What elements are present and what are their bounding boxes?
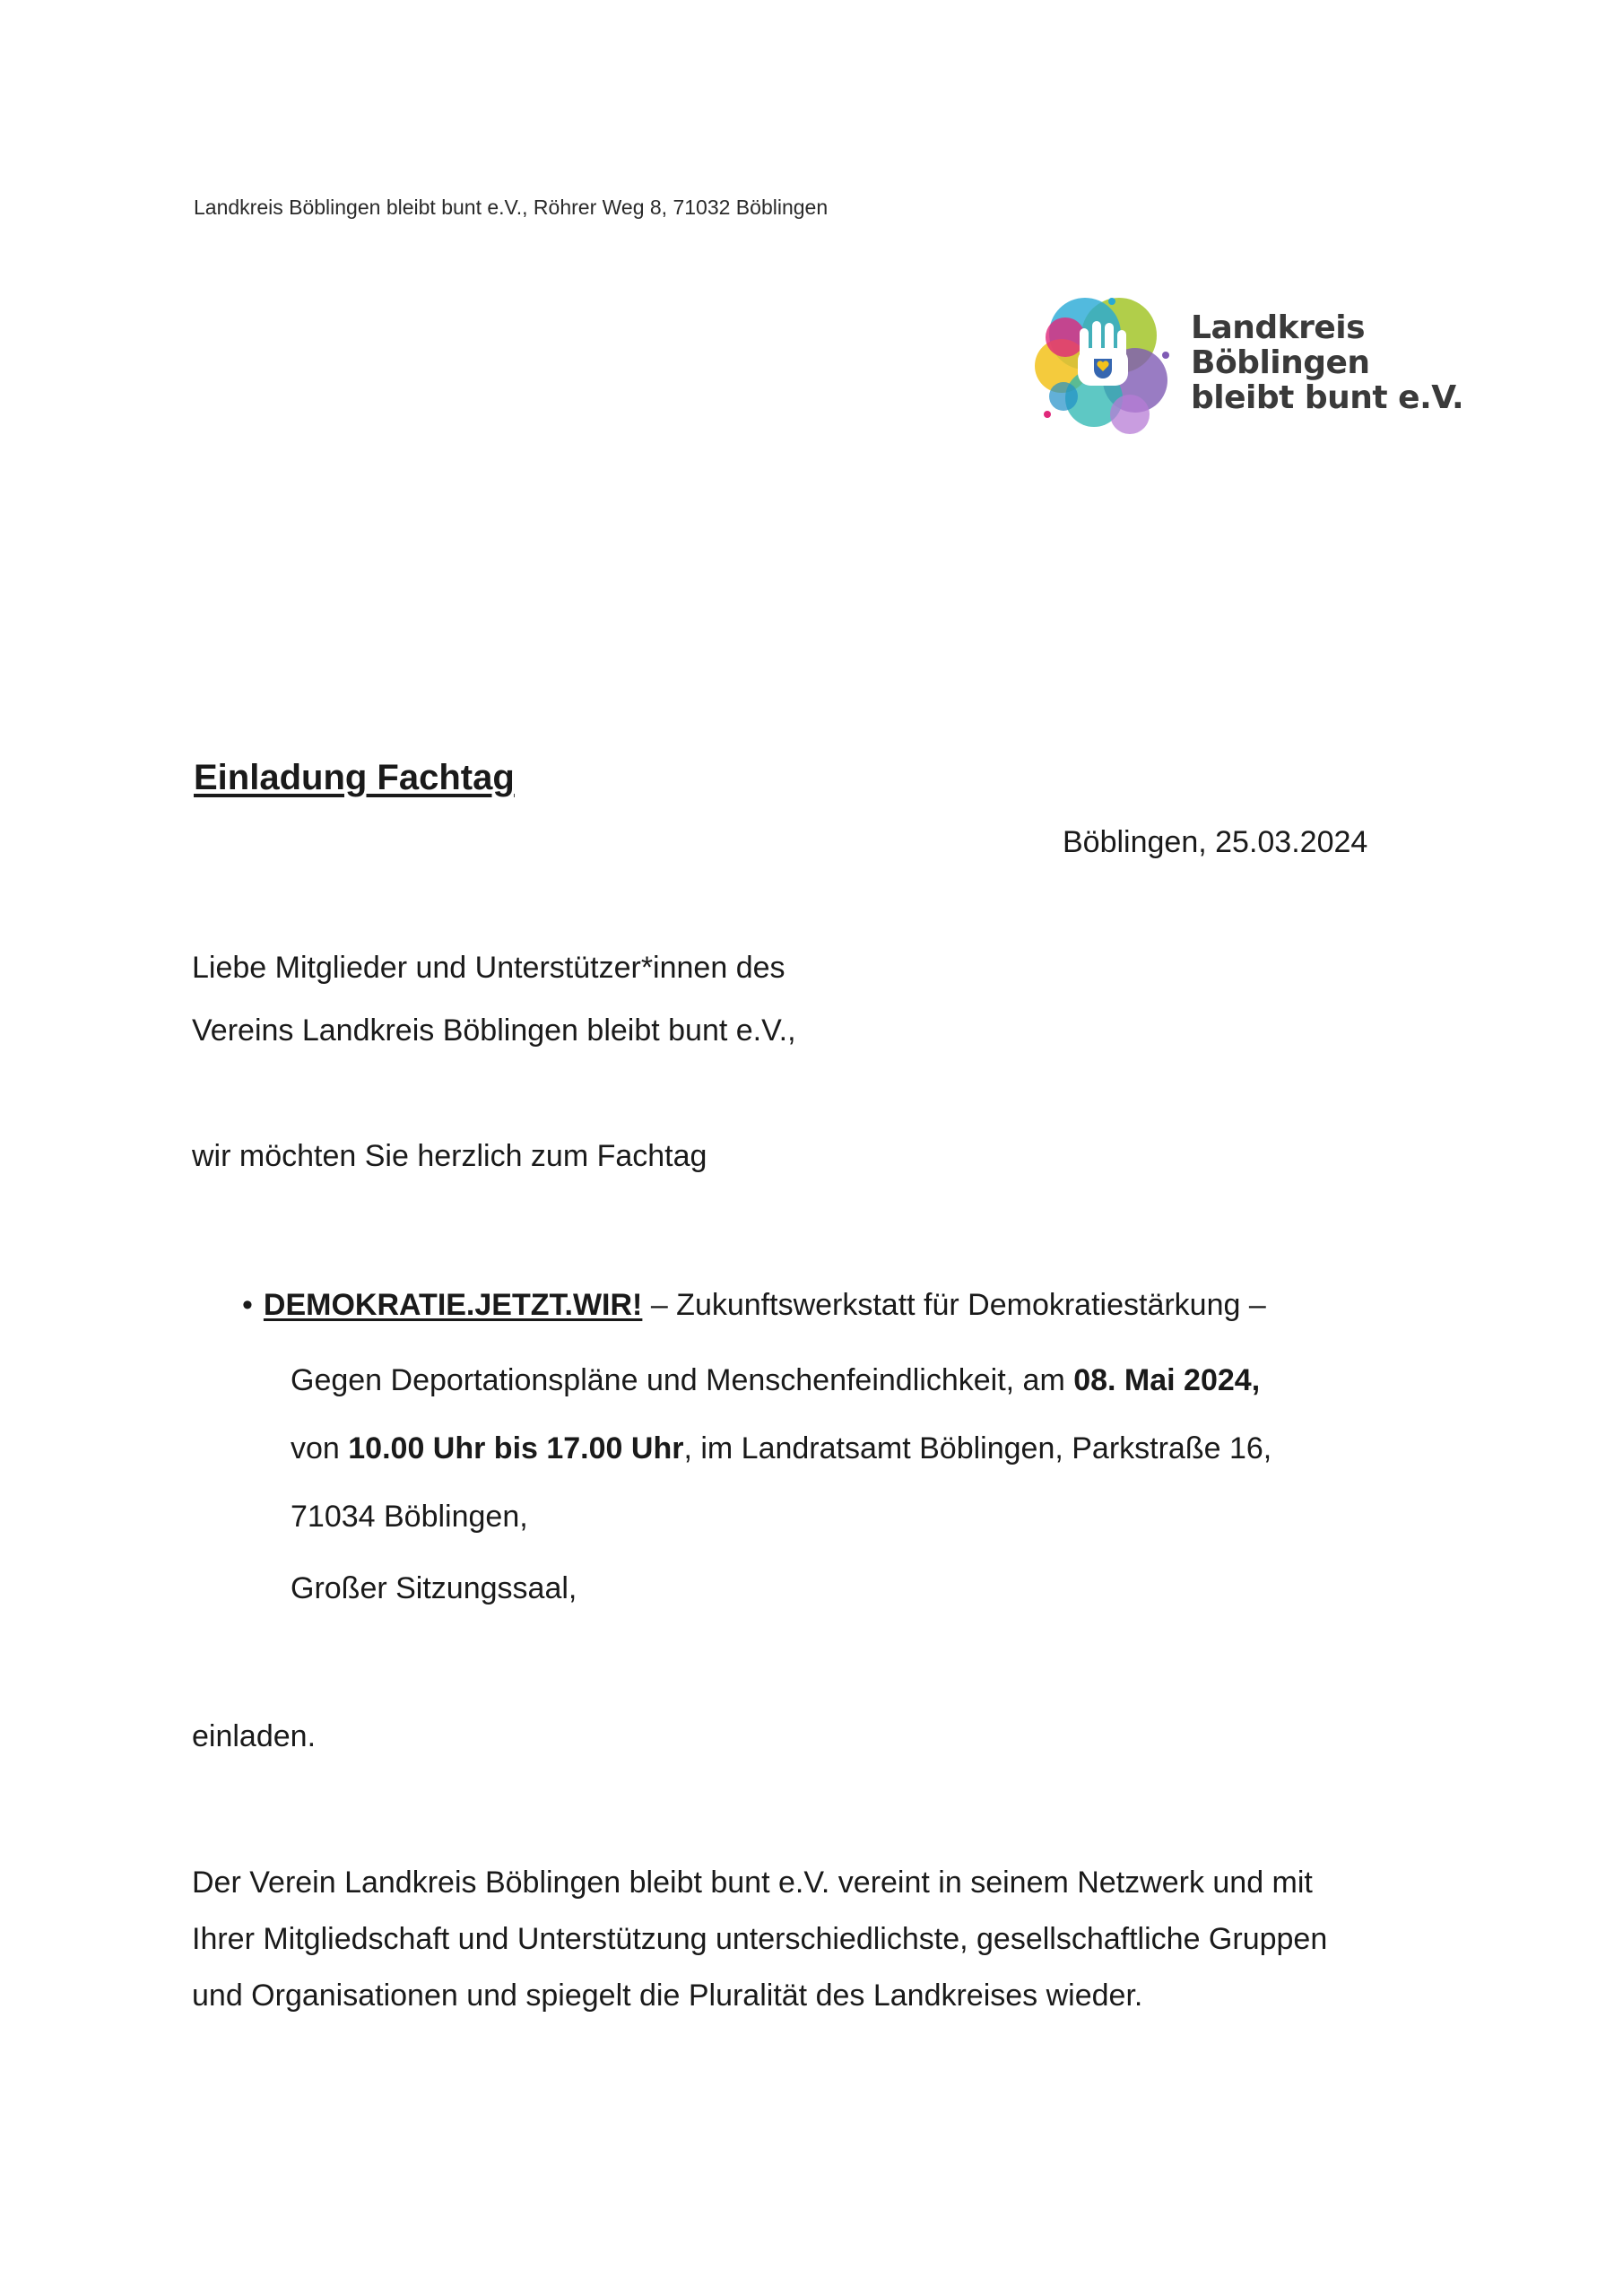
closing-paragraph bbox=[192, 1855, 1447, 2024]
logo-text-line3: bleibt bunt e.V. bbox=[1191, 379, 1464, 416]
event-bullet-line bbox=[242, 1288, 1266, 1323]
event-name: DEMOKRATIE.JETZT.WIR! bbox=[263, 1288, 643, 1322]
event-room: Großer Sitzungssaal, bbox=[291, 1571, 577, 1605]
letter-date: Böblingen, 25.03.2024 bbox=[1063, 825, 1368, 859]
bullet-icon: • bbox=[242, 1288, 253, 1322]
closing-paragraph-line: Der Verein Landkreis Böblingen bleibt bunt e.V. vereint in seinem Netzwerk und mit bbox=[192, 1866, 1313, 1900]
event-time: 10.00 Uhr bis 17.00 Uhr bbox=[348, 1431, 684, 1465]
closing-paragraph-line: und Organisationen und spiegelt die Pluralität des Landkreises wieder. bbox=[192, 1979, 1143, 2013]
event-location: , im Landratsamt Böblingen, Parkstraße 16, bbox=[683, 1431, 1272, 1465]
salutation-line-2: Vereins Landkreis Böblingen bleibt bunt e.V., bbox=[192, 1013, 796, 1048]
salutation-line-1: Liebe Mitglieder und Unterstützer*innen des bbox=[192, 951, 785, 985]
logo-text-line1: Landkreis bbox=[1191, 309, 1366, 346]
event-time-prefix: von bbox=[291, 1431, 349, 1465]
closing-paragraph-line: Ihrer Mitgliedschaft und Unterstützung unterschiedlichste, gesellschaftliche Gruppen bbox=[192, 1922, 1328, 1956]
letter-title: Einladung Fachtag bbox=[194, 758, 515, 797]
logo-text-line2: Böblingen bbox=[1191, 344, 1370, 381]
logo-circles-icon bbox=[1029, 289, 1182, 441]
intro-sentence: wir möchten Sie herzlich zum Fachtag bbox=[192, 1139, 707, 1173]
event-detail-line-2 bbox=[291, 1363, 1260, 1398]
event-postal-code: 71034 Böblingen, bbox=[291, 1500, 528, 1534]
event-subtitle: – Zukunftswerkstatt für Demokratiestärkung – bbox=[642, 1288, 1266, 1322]
invite-closing: einladen. bbox=[192, 1719, 317, 1753]
event-topic-text: Gegen Deportationspläne und Menschenfeindlichkeit, am bbox=[291, 1363, 1074, 1397]
event-date: 08. Mai 2024, bbox=[1073, 1363, 1261, 1397]
event-detail-line-3 bbox=[291, 1431, 1271, 1466]
organization-logo bbox=[1029, 289, 1464, 441]
sender-address-line: Landkreis Böblingen bleibt bunt e.V., Röhrer Weg 8, 71032 Böblingen bbox=[194, 196, 829, 219]
